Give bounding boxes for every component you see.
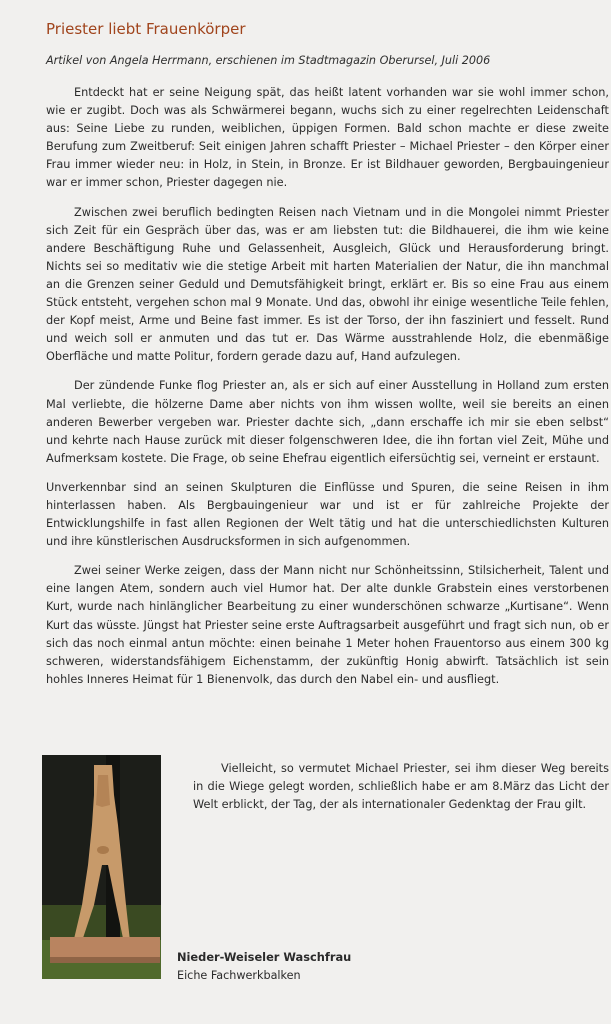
paragraph-1: Entdeckt hat er seine Neigung spät, das heißt latent vorhanden war sie wohl immer schon, wie er zugibt. Doch was als Schwärmerei begann, wuchs sich zu einer regelrechten Leidenschaft aus: Seine Liebe zu runden, weiblichen, üppigen Formen. Bald schon machte er diese zweite Berufung zum Zweitberuf: Seit einigen Jahren schafft Priester – Michael Priester – den Körper einer Frau immer wieder neu: in Holz, in Stein, in Bronze. Er ist Bildhauer geworden, Bergbauingenieur war er immer schon, Priester dagegen nie. <box>46 86 609 190</box>
figure-caption-subtitle: Eiche Fachwerkbalken <box>177 969 301 982</box>
sculpture-photo <box>42 755 161 979</box>
paragraph-3: Der zündende Funke flog Priester an, als er sich auf einer Ausstellung in Holland zum ersten Mal verliebte, die hölzerne Dame aber nichts von ihm wissen wollte, weil sie bereits an einen anderen Bewerber vergeben war. Priester dachte sich, „dann erschaffe ich mir sie eben selbst“ und kehrte nach Hause zurück mit dieser folgenschweren Idee, die ihn fortan viel Zeit, Mühe und Aufmerksam kostete. Die Frage, ob seine Ehefrau eigentlich eifersüchtig sei, verneint er erstaunt. <box>46 379 609 465</box>
figure-caption-title: Nieder-Weiseler Waschfrau <box>177 950 352 964</box>
article-title: Priester liebt Frauenkörper <box>46 20 246 38</box>
article-byline: Artikel von Angela Herrmann, erschienen im Stadtmagazin Oberursel, Juli 2006 <box>46 54 491 67</box>
paragraph-4: Unverkennbar sind an seinen Skulpturen die Einflüsse und Spuren, die seine Reisen in ihm hinterlassen haben. Als Bergbauingenieur war und ist er für zahlreiche Projekte der Entwicklungshilfe in fast allen Regionen der Welt tätig und hat die unterschiedlichsten Kulturen und ihre künstlerischen Ausdrucksformen in sich aufgenommen. <box>46 480 609 549</box>
final-paragraph: Vielleicht, so vermutet Michael Priester, sei ihm dieser Weg bereits in die Wiege gelegt worden, schließlich habe er am 8.März das Licht der Welt erblickt, der Tag, der als internationaler Gedenktag der Frau gilt. <box>193 762 609 812</box>
paragraph-2: Zwischen zwei beruflich bedingten Reisen nach Vietnam und in die Mongolei nimmt Priester sich Zeit für ein Gespräch über das, was er am liebsten tut: die Bildhauerei, die ihm wie keine andere Beschäftigung Ruhe und Gelassenheit, Ausgleich, Glück und Herausforderung bringt. Nichts sei so meditativ wie die stetige Arbeit mit harten Materialien der Natur, die ihn manchmal an die Grenzen seiner Geduld und Demutsfähigkeit bringt, erklärt er. Bis so eine Frau aus einem Stück entsteht, vergehen schon mal 9 Monate. Und das, obwohl ihr einige wesentliche Teile fehlen, der Kopf meist, Arme und Beine fast immer. Es ist der Torso, der ihn fasziniert und fesselt. Rund und weich soll er anmuten und das tut er. Das Wärme ausstrahlende Holz, die ebenmäßige Oberfläche und matte Politur, fordern gerade dazu auf, Hand aufzulegen. <box>46 205 609 364</box>
article-body <box>46 84 609 700</box>
paragraph-5: Zwei seiner Werke zeigen, dass der Mann nicht nur Schönheitssinn, Stilsicherheit, Talent und eine langen Atem, sondern auch viel Humor hat. Der alte dunkle Grabstein eines verstorbenen Kurt, wurde nach hinlänglicher Bearbeitung zu einer wunderschönen schwarze „Kurtisane“. Wenn Kurt das wüsste. Jüngst hat Priester seine erste Auftragsarbeit ausgeführt und fragt sich nun, ob er sich das noch einmal antun möchte: einen beinahe 1 Meter hohen Frauentorso aus einem 300 kg schweren, widerstandsfähigem Eichenstamm, der zukünftig Honig abwirft. Tatsächlich ist sein hohles Inneres Heimat für 1 Bienenvolk, das durch den Nabel ein- und ausfliegt. <box>46 564 609 686</box>
